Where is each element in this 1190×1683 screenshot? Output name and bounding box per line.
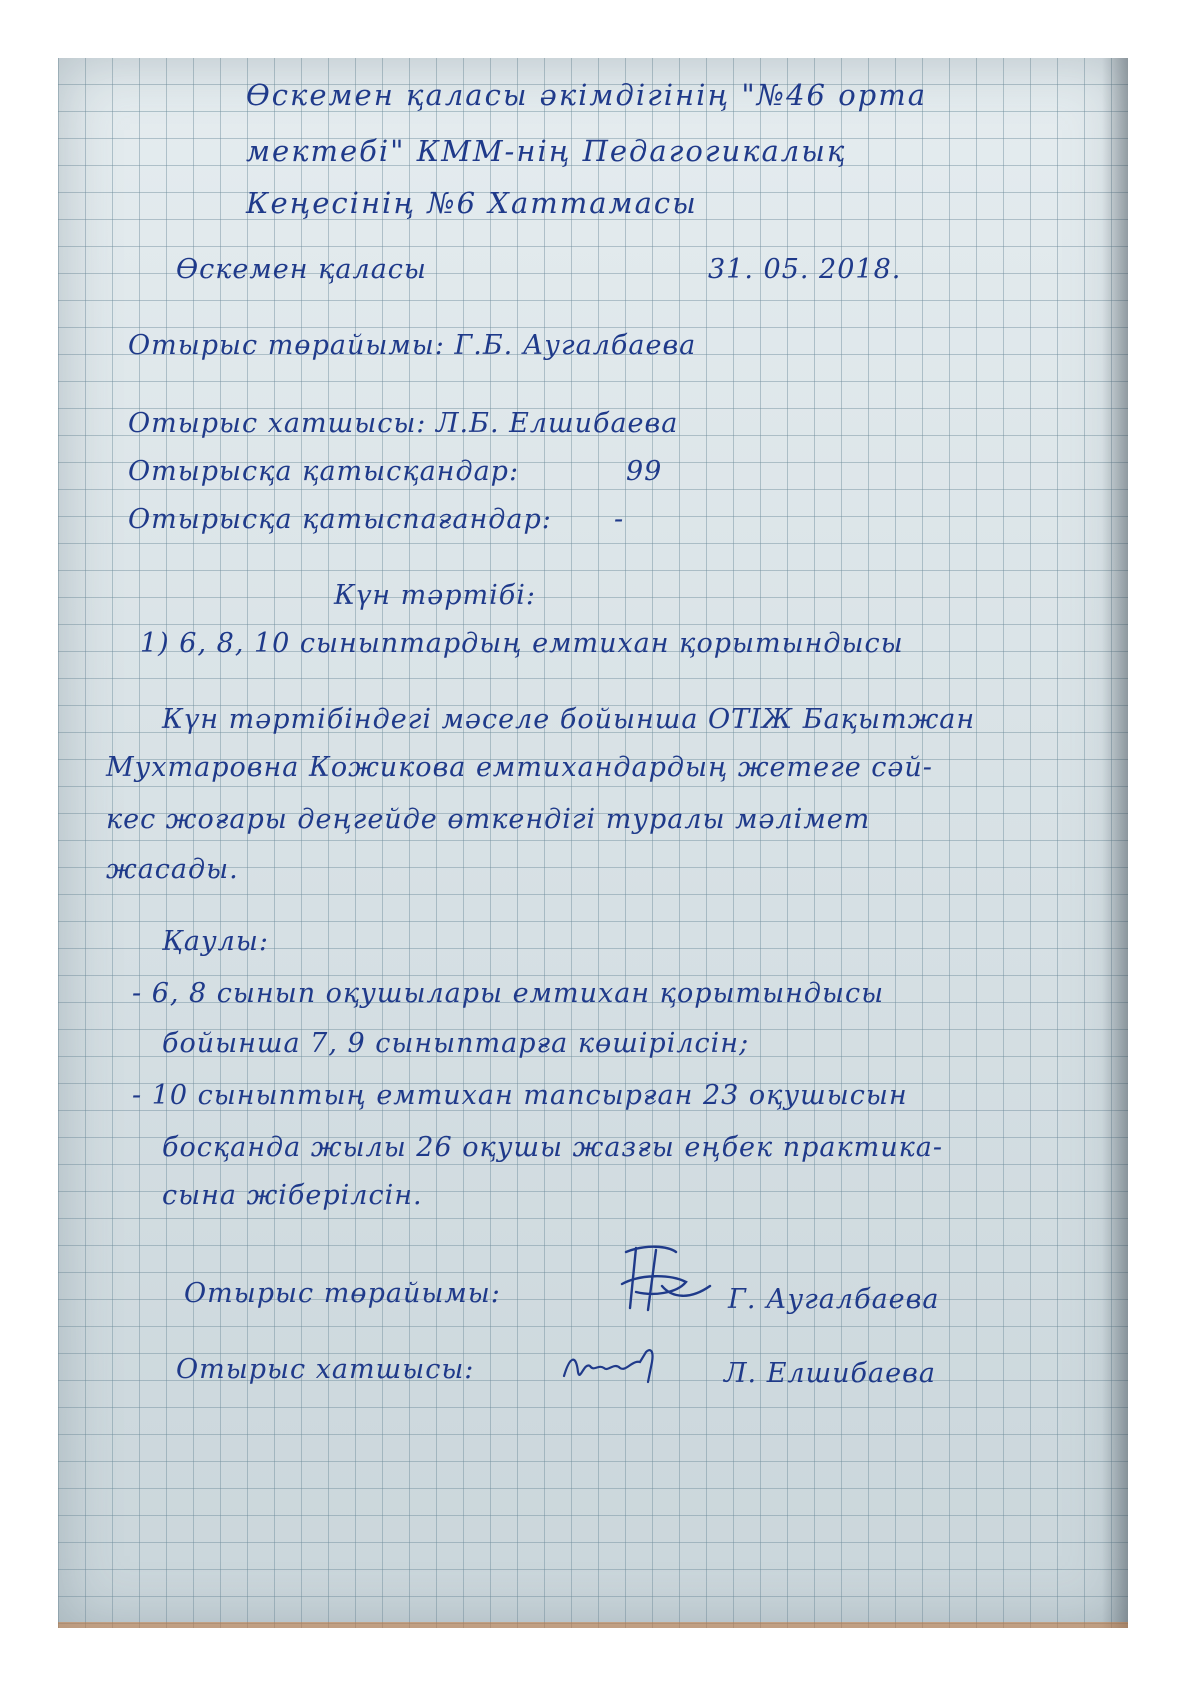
decision-heading: Қаулы:	[162, 926, 269, 957]
chair-signature	[606, 1238, 716, 1328]
header-line-2: мектебі" КММ-нің Педагогикалық	[246, 134, 847, 168]
header-line-1: Өскемен қаласы әкімдігінің "№46 орта	[246, 78, 928, 112]
present-count: 99	[626, 456, 663, 487]
present-label: Отырысқа қатысқандар:	[128, 456, 520, 487]
secretary-signature	[558, 1332, 668, 1402]
place-text: Өскемен қаласы	[176, 254, 427, 285]
agenda-heading: Күн тәртібі:	[334, 580, 536, 611]
decision-line-2: бойынша 7, 9 сыныптарға көшірілсін;	[162, 1028, 750, 1059]
page-edge-shadow	[1102, 58, 1128, 1628]
page-bottom-edge	[58, 1622, 1128, 1628]
header-line-3: Кеңесінің №6 Хаттамасы	[246, 186, 698, 220]
secretary-signature-name: Л. Елшибаева	[724, 1358, 936, 1389]
discussion-line-1: Күн тәртібіндегі мәселе бойынша ОТІЖ Бақытжан	[162, 704, 976, 735]
chair-line: Отырыс төрайымы: Г.Б. Аугалбаева	[128, 330, 697, 361]
absent-label: Отырысқа қатыспағандар:	[128, 504, 552, 535]
decision-line-1: - 6, 8 сынып оқушылары емтихан қорытындысы	[132, 978, 885, 1009]
chair-signature-label: Отырыс төрайымы:	[184, 1278, 501, 1309]
secretary-line: Отырыс хатшысы: Л.Б. Елшибаева	[128, 408, 679, 439]
discussion-line-3: кес жоғары деңгейде өткендігі туралы мәлімет	[106, 804, 871, 835]
notebook-page	[58, 58, 1128, 1628]
chair-signature-name: Г. Аугалбаева	[728, 1284, 940, 1315]
decision-line-4: босқанда жылы 26 оқушы жазғы еңбек практика-	[162, 1132, 943, 1163]
date-text: 31. 05. 2018.	[708, 254, 902, 285]
agenda-item-1: 1) 6, 8, 10 сыныптардың емтихан қорытындысы	[140, 628, 904, 659]
secretary-signature-label: Отырыс хатшысы:	[176, 1354, 475, 1385]
decision-line-3: - 10 сыныптың емтихан тапсырған 23 оқушысын	[132, 1080, 908, 1111]
absent-value: -	[614, 504, 625, 535]
decision-line-5: сына жіберілсін.	[162, 1180, 423, 1211]
discussion-line-4: жасады.	[106, 854, 239, 885]
discussion-line-2: Мухтаровна Кожикова емтихандардың жетеге сәй-	[106, 752, 933, 783]
